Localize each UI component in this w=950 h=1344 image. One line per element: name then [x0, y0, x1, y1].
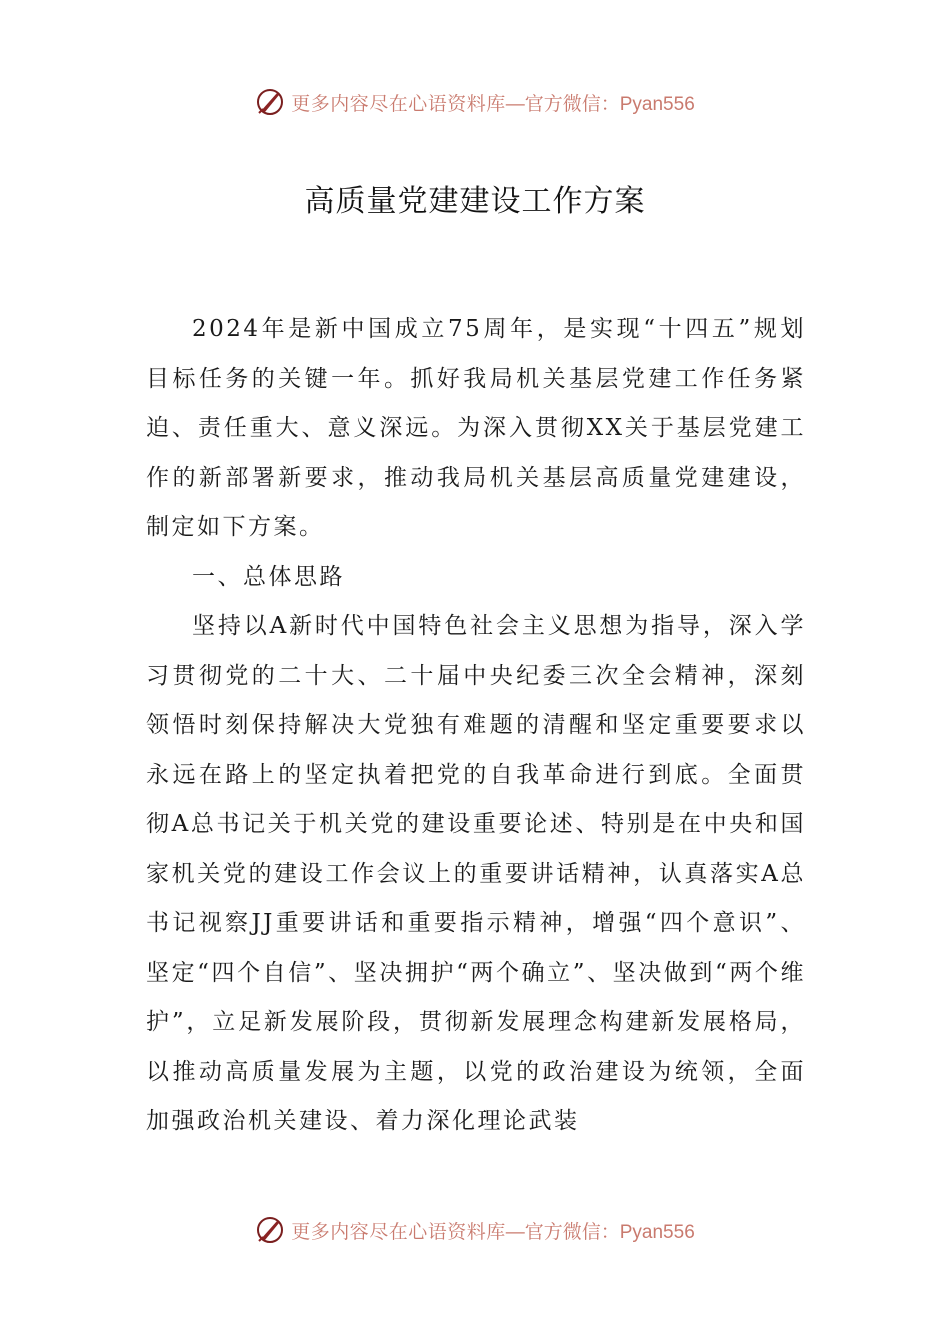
watermark-contact-text: —官方微信：Pyan556 [505, 1221, 695, 1243]
quill-seal-logo-icon [255, 87, 285, 117]
header-watermark-banner [0, 82, 950, 122]
document-title: 高质量党建建设工作方案 [304, 184, 646, 219]
watermark-brand-text: 更多内容尽在心语资料库 [291, 1220, 506, 1243]
intro-paragraph: 2024年是新中国成立75周年，是实现“十四五”规划目标任务的关键一年。抓好我局机关基层党建工作任务紧迫、责任重大、意义深远。为深入贯彻XX关于基层党建工作的新部署新要求，推动我局机关基层高质量党建建设，制定如下方案。 [146, 316, 806, 540]
watermark-brand-text: 更多内容尽在心语资料库 [291, 92, 506, 115]
overall-approach-paragraph: 坚持以A新时代中国特色社会主义思想为指导，深入学习贯彻党的二十大、二十届中央纪委三次全会精神，深刻领悟时刻保持解决大党独有难题的清醒和坚定重要要求以永远在路上的坚定执着把党的自我革命进行到底。全面贯彻A总书记关于机关党的建设重要论述、特别是在中央和国家机关党的建设工作会议上的重要讲话精神，认真落实A总书记视察JJ重要讲话和重要指示精神，增强“四个意识”、坚定“四个自信”、坚决拥护“两个确立”、坚决做到“两个维护”，立足新发展阶段，贯彻新发展理念构建新发展格局，以推动高质量发展为主题，以党的政治建设为统领，全面加强政治机关建设、着力深化理论武装 [146, 613, 806, 1134]
watermark-contact-text: —官方微信：Pyan556 [505, 93, 695, 115]
section-heading-overall-approach: 一、总体思路 [192, 563, 345, 590]
document-body [146, 305, 806, 1147]
quill-seal-logo-icon [255, 1215, 285, 1245]
footer-watermark-banner [0, 1210, 950, 1250]
